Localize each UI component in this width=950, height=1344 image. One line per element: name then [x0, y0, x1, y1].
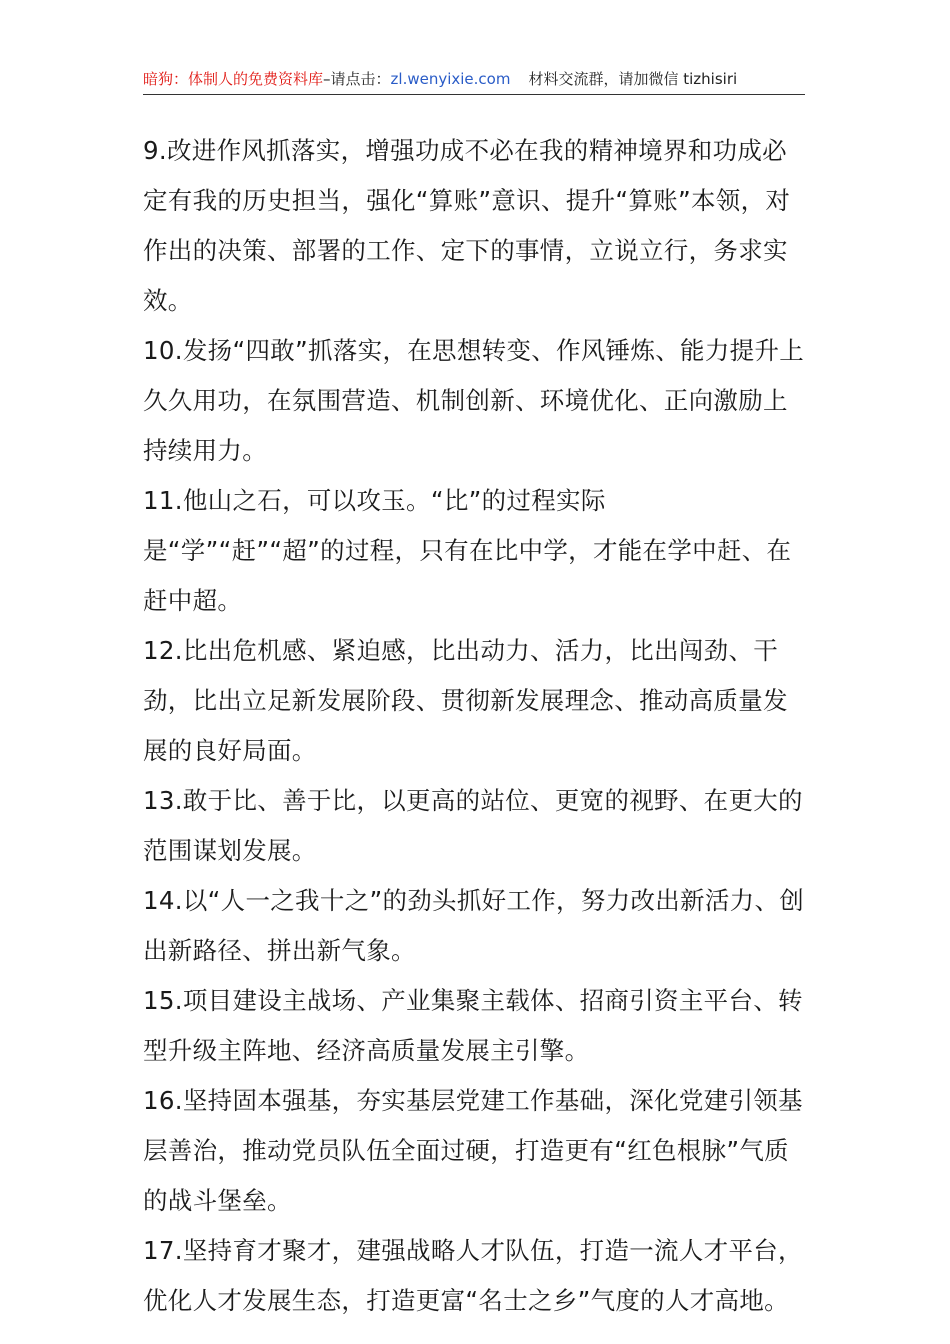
paragraph-9: 9.改进作风抓落实，增强功成不必在我的精神境界和功成必定有我的历史担当，强化“算账”意识、提升“算账”本领，对作出的决策、部署的工作、定下的事情，立说立行，务求实效。 [143, 136, 791, 315]
header-link[interactable]: zl.wenyixie.com [390, 70, 511, 88]
header-group-text: 材料交流群，请加微信 tizhisiri [528, 70, 738, 88]
paragraph-12: 12.比出危机感、紧迫感，比出动力、活力，比出闯劲、干劲，比出立足新发展阶段、贯彻新发展理念、推动高质量发展的良好局面。 [143, 636, 788, 765]
header-link-prefix: –请点击： [323, 70, 391, 88]
page-header [143, 68, 805, 95]
document-body [143, 126, 807, 1326]
header-site-name: 暗狗：体制人的免费资料库 [143, 70, 324, 88]
paragraph-11: 11.他山之石，可以攻玉。“比”的过程实际是“学”“赶”“超”的过程，只有在比中学，才能在学中赶、在赶中超。 [143, 486, 792, 615]
paragraph-15: 15.项目建设主战场、产业集聚主载体、招商引资主平台、转型升级主阵地、经济高质量发展主引擎。 [143, 986, 803, 1065]
paragraph-14: 14.以“人一之我十之”的劲头抓好工作，努力改出新活力、创出新路径、拼出新气象。 [143, 886, 805, 965]
paragraph-16: 16.坚持固本强基，夯实基层党建工作基础，深化党建引领基层善治，推动党员队伍全面过硬，打造更有“红色根脉”气质的战斗堡垒。 [143, 1086, 803, 1215]
paragraph-13: 13.敢于比、善于比，以更高的站位、更宽的视野、在更大的范围谋划发展。 [143, 786, 803, 865]
paragraph-10: 10.发扬“四敢”抓落实，在思想转变、作风锤炼、能力提升上久久用功，在氛围营造、机制创新、环境优化、正向激励上持续用力。 [143, 336, 805, 465]
paragraph-17: 17.坚持育才聚才，建强战略人才队伍，打造一流人才平台，优化人才发展生态，打造更富“名士之乡”气度的人才高地。 [143, 1236, 803, 1315]
